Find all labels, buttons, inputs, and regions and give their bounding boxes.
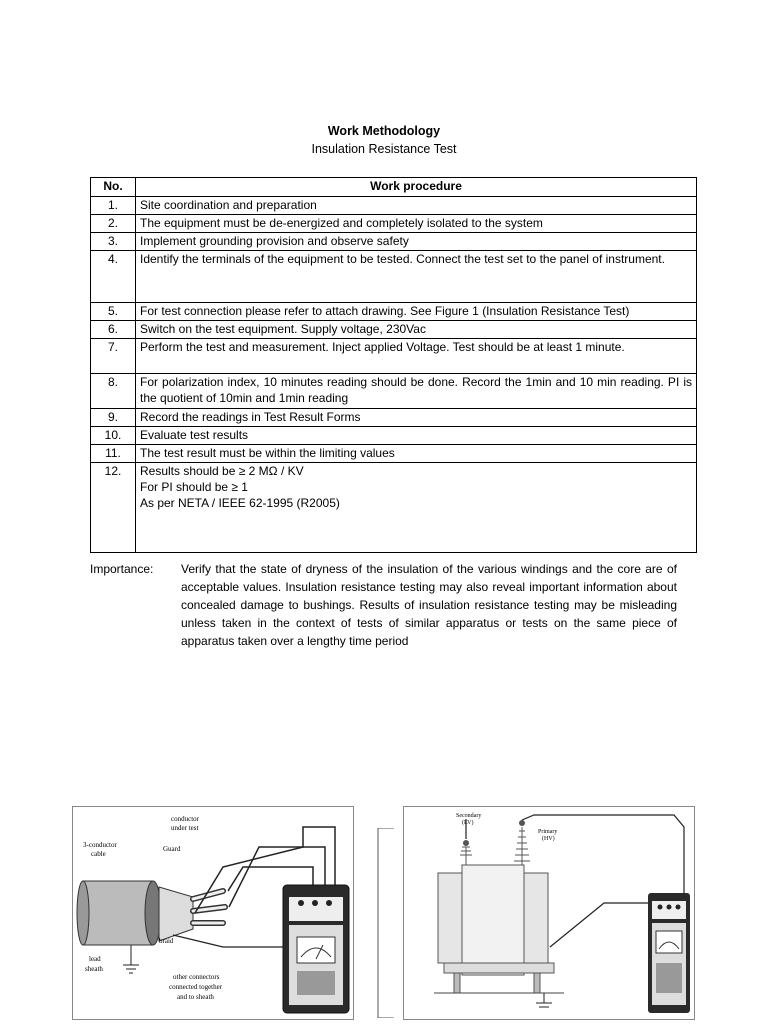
label-cable-2: cable [91,850,106,858]
procedure-line: Site coordination and preparation [140,198,317,212]
row-procedure [136,197,697,215]
procedure-line: Results should be ≥ 2 MΩ / KV [140,464,304,478]
row-procedure [136,321,697,339]
figure-bracket [376,828,396,1018]
label-secondary: Secondary [456,813,482,819]
procedure-line: For polarization index, 10 minutes reading should be done. Record the 1min and 10 min reading. PI is the quotient of 10min and 1min reading [140,375,692,405]
doc-subtitle: Insulation Resistance Test [311,142,457,156]
row-procedure [136,374,697,409]
procedure-line: Evaluate test results [140,428,249,442]
row-number: 8. [91,374,136,409]
label-conductor: conductor [171,815,199,823]
procedure-line: Perform the test and measurement. Inject applied Voltage. Test should be at least 1 minute. [140,340,625,354]
table-row [91,197,697,215]
row-number: 1. [91,197,136,215]
label-lead-2: sheath [85,965,103,973]
row-procedure [136,233,697,251]
label-other-1: other connectors [173,973,220,981]
table-row [91,339,697,374]
label-under-test: under test [171,824,199,832]
importance-text: Verify that the state of dryness of the insulation of the various windings and the core are of acceptable values. Insulation resistance testing may also reveal important information about concealed damage to bushings. Results of insulation resistance testing may be misleading unless taken in the context of tests of similar apparatus or tests on the same piece of apparatus taken over a lengthy time period [181,562,677,648]
procedure-line: For test connection please refer to attach drawing. See Figure 1 (Insulation Resistance Test) [140,304,630,318]
label-lv: (LV) [462,820,474,826]
label-lead-1: lead [89,955,101,963]
procedure-line: Implement grounding provision and observe safety [140,234,409,248]
table-row [91,427,697,445]
row-procedure [136,427,697,445]
row-procedure [136,339,697,374]
table-header-row [91,178,697,197]
row-number: 12. [91,463,136,553]
table-row [91,233,697,251]
table-row [91,409,697,427]
procedure-line: The test result must be within the limiting values [140,446,395,460]
procedure-line: Switch on the test equipment. Supply voltage, 230Vac [140,322,426,336]
procedure-line: For PI should be ≥ 1 [140,480,248,494]
row-number: 5. [91,303,136,321]
table-row [91,215,697,233]
procedure-line: Record the readings in Test Result Forms [140,410,361,424]
row-procedure [136,303,697,321]
label-guard: Guard [163,845,181,853]
label-hv: (HV) [542,836,555,842]
header-work-procedure: Work procedure [136,178,697,197]
importance-label: Importance: [90,562,154,576]
procedure-line: The equipment must be de-energized and completely isolated to the system [140,216,543,230]
row-procedure [136,463,697,553]
row-number: 6. [91,321,136,339]
table-row [91,374,697,409]
table-row [91,445,697,463]
procedure-line: Identify the terminals of the equipment to be tested. Connect the test set to the panel of instrument. [140,252,665,266]
label-braid: braid [159,937,174,945]
table-row [91,303,697,321]
row-procedure [136,251,697,303]
work-procedure-table [90,177,697,553]
table-row [91,251,697,303]
cable-test-diagram [72,806,354,1020]
row-number: 10. [91,427,136,445]
row-number: 9. [91,409,136,427]
label-cable-1: 3-conductor [83,841,117,849]
label-other-3: and to sheath [177,993,214,1001]
row-number: 7. [91,339,136,374]
doc-title: Work Methodology [327,124,441,138]
procedure-line: As per NETA / IEEE 62-1995 (R2005) [140,496,340,510]
row-number: 4. [91,251,136,303]
row-procedure [136,409,697,427]
table-row [91,463,697,553]
row-number: 11. [91,445,136,463]
row-number: 3. [91,233,136,251]
table-row [91,321,697,339]
row-procedure [136,445,697,463]
header-no: No. [91,178,136,197]
label-primary: Primary [538,829,558,835]
row-procedure [136,215,697,233]
label-other-2: connected together [169,983,223,991]
transformer-test-diagram [403,806,695,1020]
row-number: 2. [91,215,136,233]
